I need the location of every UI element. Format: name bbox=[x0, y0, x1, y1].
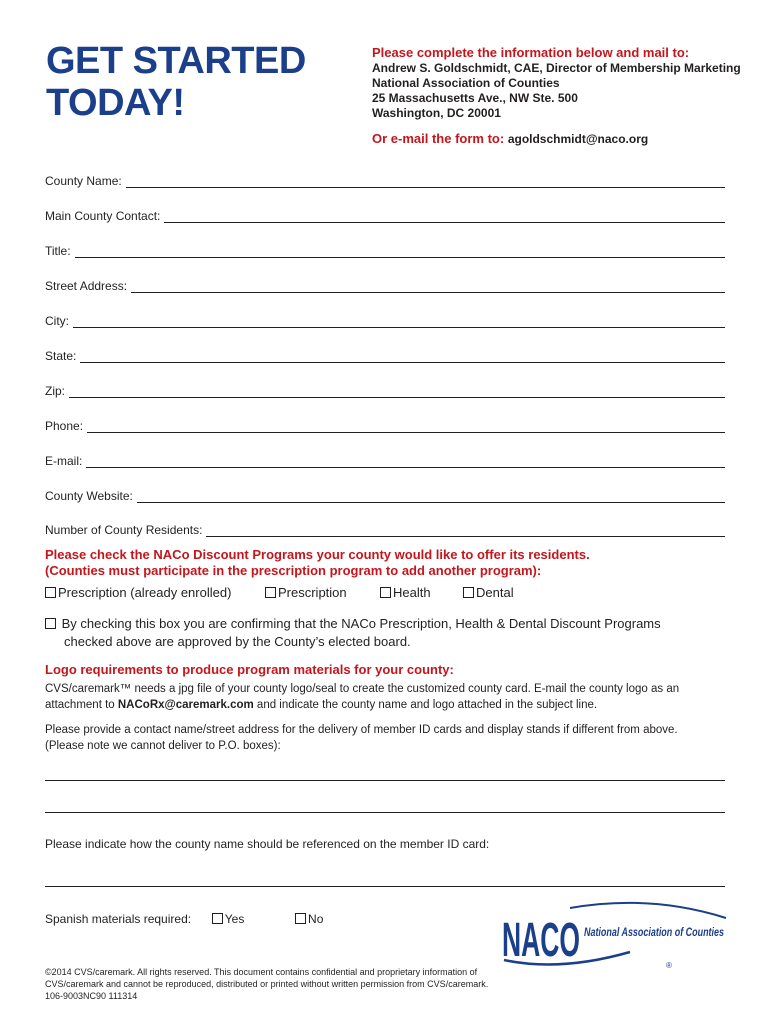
field-title bbox=[45, 240, 725, 258]
naco-tagline: National Association of Counties bbox=[584, 927, 724, 939]
naco-mark: NACO bbox=[502, 914, 580, 967]
title-input[interactable] bbox=[75, 245, 725, 258]
spanish-yes-label: Yes bbox=[224, 912, 245, 926]
field-county-name bbox=[45, 170, 725, 188]
field-zip bbox=[45, 380, 725, 398]
mail-address-line: National Association of Counties bbox=[372, 76, 560, 90]
field-residents bbox=[45, 519, 725, 537]
mail-address-line: Washington, DC 20001 bbox=[372, 106, 501, 120]
spanish-materials bbox=[45, 912, 323, 926]
footer-legal bbox=[45, 966, 505, 1002]
field-phone bbox=[45, 415, 725, 433]
logo-req-line2-pre: attachment to bbox=[45, 699, 118, 711]
option-label: Prescription (already enrolled) bbox=[58, 585, 232, 600]
mail-address-line: 25 Massachusetts Ave., NW Ste. 500 bbox=[372, 91, 578, 105]
checkbox-icon[interactable] bbox=[380, 587, 391, 598]
field-main-contact bbox=[45, 205, 725, 223]
email-line bbox=[372, 131, 752, 146]
confirm-checkbox-icon[interactable] bbox=[45, 618, 56, 629]
headline-line2: TODAY! bbox=[46, 82, 185, 124]
logo-req-title: Logo requirements to produce program materials for your county: bbox=[45, 662, 454, 677]
logo-req-line2 bbox=[45, 697, 725, 713]
logo-req-line2-post: and indicate the county name and logo attached in the subject line. bbox=[253, 699, 598, 711]
field-label: Number of County Residents: bbox=[45, 523, 203, 537]
field-label: Zip: bbox=[45, 384, 66, 398]
contact-input-line1[interactable] bbox=[45, 780, 725, 781]
footer-line2: CVS/caremark and cannot be reproduced, distributed or printed without written permission from CVS/caremark. bbox=[45, 979, 489, 989]
county-name-input[interactable] bbox=[126, 175, 725, 188]
option-dental[interactable] bbox=[463, 585, 514, 600]
residents-input[interactable] bbox=[206, 524, 725, 537]
phone-input[interactable] bbox=[87, 420, 725, 433]
board-confirmation bbox=[45, 615, 725, 651]
checkbox-icon[interactable] bbox=[295, 913, 306, 924]
field-email bbox=[45, 450, 725, 468]
field-label: E-mail: bbox=[45, 454, 83, 468]
contact-line1: Please provide a contact name/street address for the delivery of member ID cards and display stands if different from above. bbox=[45, 724, 678, 736]
city-input[interactable] bbox=[73, 315, 725, 328]
option-label: Dental bbox=[476, 585, 514, 600]
option-label: Health bbox=[393, 585, 431, 600]
field-city bbox=[45, 310, 725, 328]
contact-delivery-text bbox=[45, 722, 735, 754]
field-label: Phone: bbox=[45, 419, 84, 433]
spanish-label: Spanish materials required: bbox=[45, 912, 192, 926]
email-input[interactable] bbox=[86, 455, 725, 468]
confirm-line2: checked above are approved by the County’s elected board. bbox=[64, 634, 411, 649]
checkbox-icon[interactable] bbox=[212, 913, 223, 924]
caremark-email[interactable]: NACoRx@caremark.com bbox=[117, 699, 254, 711]
field-label: City: bbox=[45, 314, 69, 328]
footer-line3: 106-9003NC90 111314 bbox=[45, 991, 138, 1001]
programs-title bbox=[45, 547, 590, 579]
checkbox-icon[interactable] bbox=[265, 587, 276, 598]
headline-line1: GET STARTED bbox=[46, 40, 306, 82]
field-county-website bbox=[45, 485, 725, 503]
option-label: Prescription bbox=[278, 585, 347, 600]
field-label: County Name: bbox=[45, 174, 122, 188]
email-address: agoldschmidt@naco.org bbox=[507, 132, 649, 146]
mail-address-line: Andrew S. Goldschmidt, CAE, Director of Membership Marketing bbox=[372, 61, 741, 75]
county-website-input[interactable] bbox=[137, 490, 725, 503]
field-street-address bbox=[45, 275, 725, 293]
spanish-no-label: No bbox=[308, 912, 324, 926]
programs-title-line1: Please check the NACo Discount Programs your county would like to offer its residents. bbox=[45, 547, 590, 562]
footer-line1: ©2014 CVS/caremark. All rights reserved. This document contains confidential and proprietary information of bbox=[45, 967, 478, 977]
contact-line2: (Please note we cannot deliver to P.O. boxes): bbox=[45, 740, 281, 752]
spanish-yes-option[interactable] bbox=[212, 912, 245, 926]
field-label: State: bbox=[45, 349, 77, 363]
main-contact-input[interactable] bbox=[164, 210, 725, 223]
mail-to-block bbox=[372, 45, 752, 146]
email-prefix: Or e-mail the form to: bbox=[372, 131, 505, 146]
naco-logo bbox=[500, 900, 730, 972]
logo-req-body bbox=[45, 681, 725, 713]
field-state bbox=[45, 345, 725, 363]
state-input[interactable] bbox=[80, 350, 725, 363]
spanish-no-option[interactable] bbox=[295, 912, 323, 926]
confirm-line1: By checking this box you are confirming that the NACo Prescription, Health & Dental Discount Programs bbox=[61, 616, 661, 631]
field-label: Street Address: bbox=[45, 279, 128, 293]
field-label: Main County Contact: bbox=[45, 209, 161, 223]
naco-logo-graphic bbox=[500, 900, 730, 972]
registered-mark: ® bbox=[666, 961, 672, 970]
street-address-input[interactable] bbox=[131, 280, 725, 293]
programs-title-line2: (Counties must participate in the prescription program to add another program): bbox=[45, 563, 542, 578]
contact-input-line2[interactable] bbox=[45, 812, 725, 813]
checkbox-icon[interactable] bbox=[45, 587, 56, 598]
id-card-name-input[interactable] bbox=[45, 886, 725, 887]
mail-heading: Please complete the information below and mail to: bbox=[372, 45, 690, 60]
logo-req-line1: CVS/caremark™ needs a jpg file of your county logo/seal to create the customized county card. E-mail the county logo as an bbox=[45, 683, 680, 695]
headline bbox=[46, 40, 306, 124]
id-card-instruction: Please indicate how the county name should be referenced on the member ID card: bbox=[45, 837, 490, 851]
field-label: County Website: bbox=[45, 489, 133, 503]
field-label: Title: bbox=[45, 244, 71, 258]
zip-input[interactable] bbox=[69, 385, 725, 398]
option-prescription-enrolled[interactable] bbox=[45, 585, 231, 600]
option-health[interactable] bbox=[380, 585, 431, 600]
checkbox-icon[interactable] bbox=[463, 587, 474, 598]
option-prescription[interactable] bbox=[265, 585, 347, 600]
